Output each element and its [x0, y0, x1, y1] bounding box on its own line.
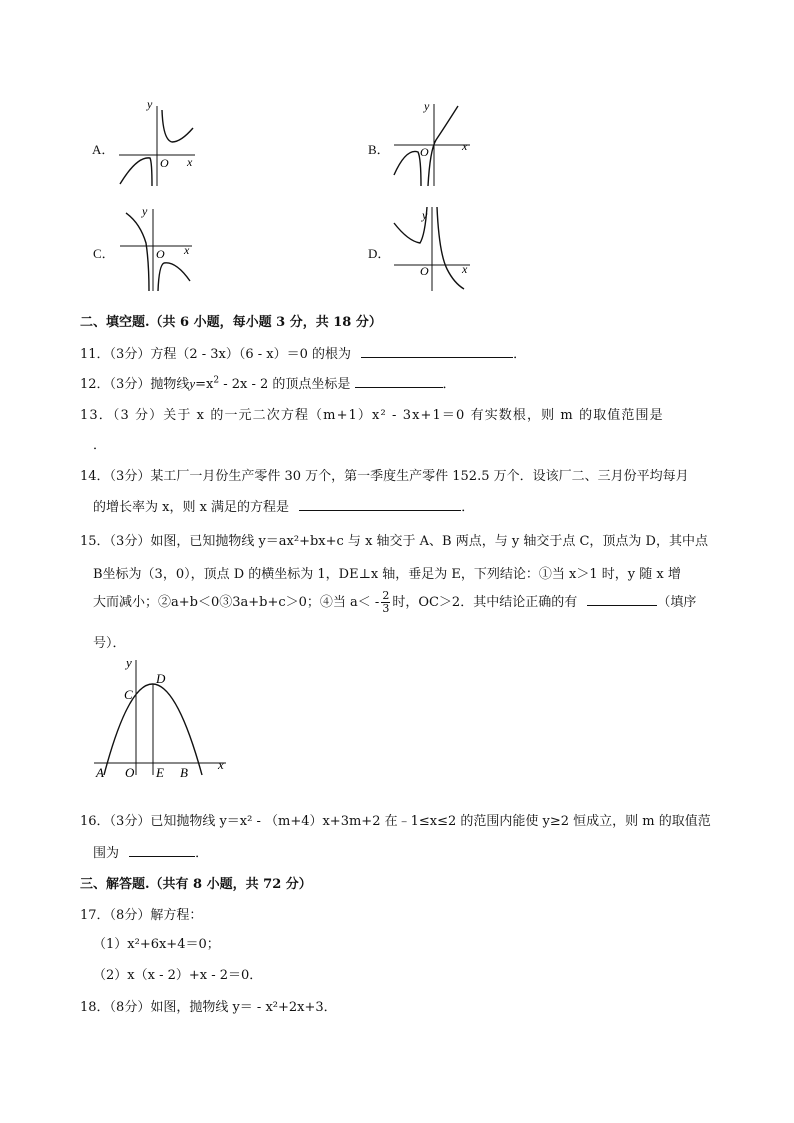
question-15-line1: 15．（3分）如图，已知抛物线 y＝ax²+bx+c 与 x 轴交于 A、B 两点，与 y 轴交于点 C，顶点为 D，其中点 — [80, 534, 708, 549]
fig15-o-label: O — [125, 765, 135, 777]
question-17-part1: （1）x²+6x+4＝0； — [93, 937, 220, 952]
question-14-line2 — [93, 496, 474, 515]
graph-a-origin: O — [160, 156, 169, 170]
question-15-line2: B坐标为（3，0），顶点 D 的横坐标为 1，DE⊥x 轴，垂足为 E，下列结论：①当 x＞1 时，y 随 x 增 — [93, 567, 681, 582]
q15-frac-den: 3 — [382, 602, 390, 615]
q15-parabola-figure — [92, 655, 234, 777]
q12-rest: - 2x - 2 的顶点坐标是 — [219, 377, 351, 392]
fig15-y-label: y — [126, 655, 132, 670]
graph-b-origin: O — [420, 145, 429, 159]
option-c-graph — [118, 203, 198, 293]
question-16-line2 — [93, 842, 208, 861]
option-b-graph — [392, 100, 474, 188]
q11-text: 11．（3分）方程（2 - 3x）（6 - x）＝0 的根为 — [80, 347, 352, 362]
graph-c-y-label: y — [142, 204, 148, 218]
q12-prefix: 12．（3分）抛物线 — [80, 377, 190, 392]
question-15-line4: 号）． — [93, 636, 126, 651]
fig15-c-label: C — [124, 687, 133, 702]
question-15-line3 — [93, 590, 696, 615]
fig15-d-label: D — [156, 671, 166, 686]
graph-c-origin: O — [156, 247, 165, 261]
question-18: 18．（8分）如图，抛物线 y＝ - x²+2x+3． — [80, 1000, 337, 1015]
q15-line3c: （填序 — [657, 595, 697, 610]
fig15-a-label: A — [96, 765, 104, 777]
q11-end: ． — [513, 347, 527, 362]
graph-d-origin: O — [420, 264, 429, 278]
question-17-title: 17．（8分）解方程： — [80, 908, 203, 923]
q16-answer-blank — [129, 844, 195, 857]
graph-b-y-label: y — [424, 100, 430, 113]
q16-end: ． — [195, 846, 209, 861]
option-b-label: B． — [368, 142, 390, 157]
question-12 — [80, 373, 456, 392]
question-14-line1: 14．（3分）某工厂一月份生产零件 30 万个，第一季度生产零件 152.5 万个．设该厂二、三月份平均每月 — [80, 469, 689, 484]
q12-end: ． — [442, 377, 456, 392]
q15-fraction — [381, 590, 390, 615]
section-3-heading: 三、解答题.（共有 8 小题，共 72 分） — [80, 877, 312, 892]
q12-answer-blank — [355, 375, 443, 388]
q12-y: y — [189, 376, 196, 391]
q15-answer-blank — [587, 593, 657, 606]
q14-answer-blank — [299, 498, 461, 511]
section-2-heading: 二、填空题.（共 6 小题，每小题 3 分，共 18 分） — [80, 315, 382, 330]
fig15-b-label: B — [180, 765, 188, 777]
q15-line3a: 大而减小；②a+b＜0③3a+b+c＞0；④当 a＜ - — [93, 595, 380, 610]
option-a-label: A． — [92, 142, 115, 157]
q15-line3b: 时，OC＞2．其中结论正确的有 — [392, 595, 578, 610]
q13-tail: ． — [93, 438, 107, 453]
q11-answer-blank — [361, 345, 513, 358]
graph-d-x-label: x — [462, 262, 468, 276]
graph-b-x-label: x — [462, 139, 468, 153]
question-11 — [80, 343, 526, 362]
question-16-line1: 16．（3分）已知抛物线 y＝x² - （m+4）x+3m+2 在﹣1≤x≤2 的范围内能使 y≥2 恒成立，则 m 的取值范 — [80, 814, 711, 829]
option-d-label: D． — [368, 246, 391, 261]
q16-line2-text: 围为 — [93, 846, 120, 861]
option-a-graph — [117, 100, 197, 188]
fig15-x-label: x — [218, 757, 224, 772]
graph-d-y-label: y — [422, 208, 428, 222]
question-13: 13．（3 分）关于 x 的一元二次方程（m+1）x² - 3x+1＝0 有实数根，则 m 的取值范围是 — [80, 408, 664, 423]
graph-c-x-label: x — [184, 243, 190, 257]
option-c-label: C． — [93, 246, 115, 261]
q14-end: ． — [461, 500, 475, 515]
fig15-e-label: E — [156, 765, 164, 777]
graph-a-x-label: x — [187, 155, 193, 169]
option-d-graph — [392, 203, 474, 293]
graph-a-y-label: y — [147, 100, 153, 111]
q14-line2-text: 的增长率为 x，则 x 满足的方程是 — [93, 500, 290, 515]
q12-exp: 2 — [213, 375, 220, 386]
q15-frac-num: 2 — [382, 589, 390, 602]
question-17-part2: （2）x（x - 2）+x - 2＝0． — [93, 968, 263, 983]
q12-eq: =x — [195, 377, 214, 392]
